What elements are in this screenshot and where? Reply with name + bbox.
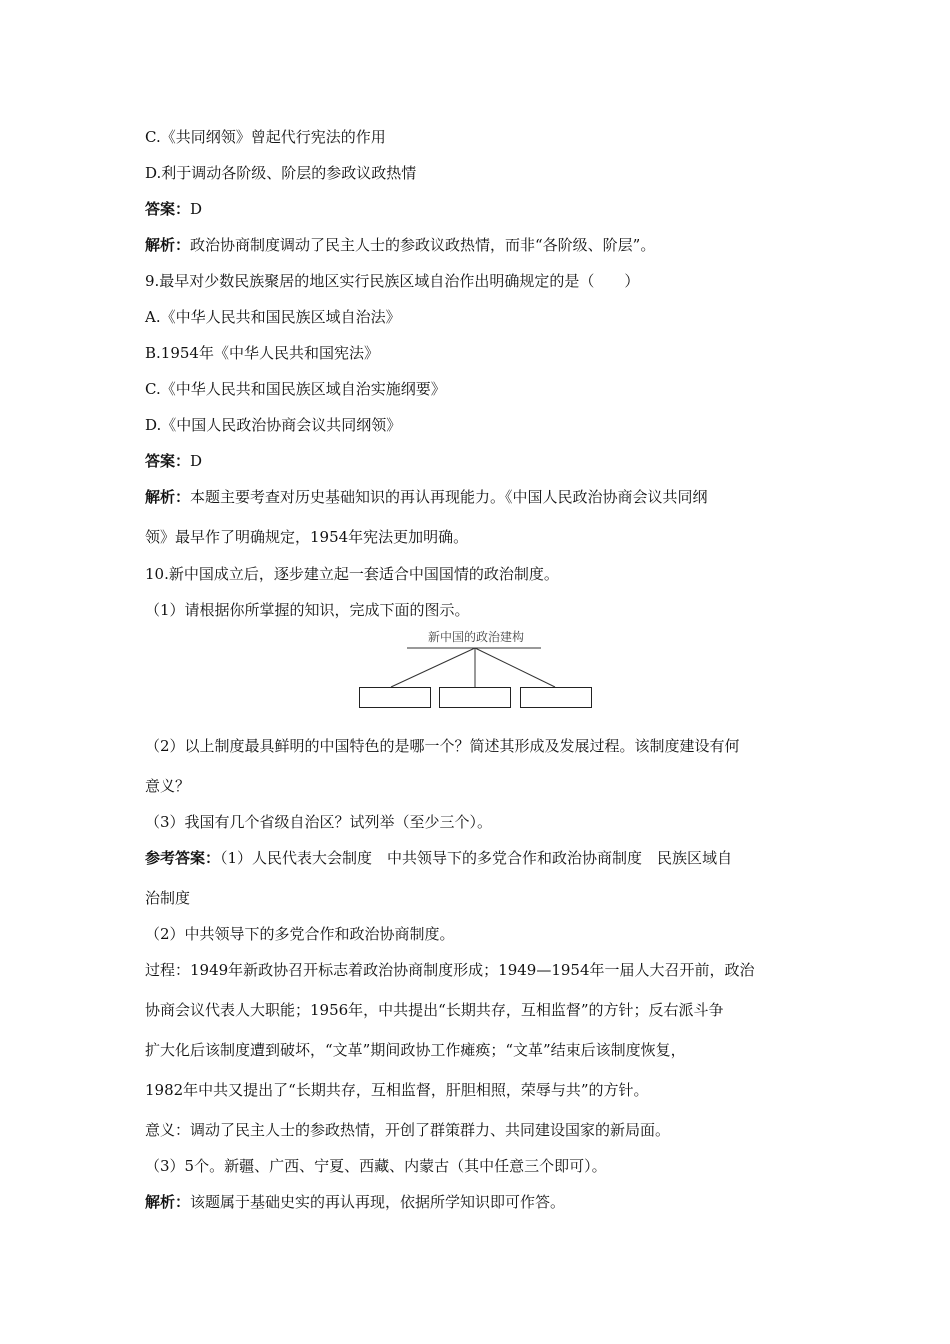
q10-process-line3: 扩大化后该制度遭到破坏，“文革”期间政协工作瘫痪；“文革”结束后该制度恢复， <box>145 1041 686 1059</box>
q10-sub1: （1）请根据你所掌握的知识，完成下面的图示。 <box>145 601 470 619</box>
q9-option-c: C.《中华人民共和国民族区域自治实施纲要》 <box>145 380 446 398</box>
connector-right <box>475 648 555 687</box>
q9-option-d: D.《中国人民政治协商会议共同纲领》 <box>145 416 402 434</box>
q9-stem: 9.最早对少数民族聚居的地区实行民族区域自治作出明确规定的是（ ） <box>145 272 640 290</box>
analysis-text: 该题属于基础史实的再认再现，依据所学知识即可作答。 <box>190 1193 566 1211</box>
q9-option-b: B.1954年《中华人民共和国宪法》 <box>145 344 379 362</box>
q10-process-line2: 协商会议代表人大职能；1956年，中共提出“长期共存，互相监督”的方针；反右派斗争 <box>145 1001 724 1019</box>
reference-answer-label: 参考答案： <box>145 849 221 867</box>
blank-box-left <box>359 687 431 708</box>
q10-stem: 10.新中国成立后，逐步建立起一套适合中国国情的政治制度。 <box>145 565 559 583</box>
q9-answer <box>145 451 202 471</box>
analysis-label: 解析： <box>145 1193 191 1211</box>
analysis-text: 本题主要考查对历史基础知识的再认再现能力。《中国人民政治协商会议共同纲 <box>190 488 708 506</box>
q8-option-d: D.利于调动各阶级、阶层的参政议政热情 <box>145 164 417 182</box>
q10-ref-line2: 治制度 <box>145 889 191 907</box>
q9-analysis-line1 <box>145 487 708 507</box>
q10-analysis <box>145 1192 565 1212</box>
q10-answer3: （3）5个。新疆、广西、宁夏、西藏、内蒙古（其中任意三个即可）。 <box>145 1157 607 1175</box>
connector-left <box>391 648 475 687</box>
q8-option-c: C.《共同纲领》曾起代行宪法的作用 <box>145 128 386 146</box>
blank-box-right <box>520 687 592 708</box>
q9-analysis-line2: 领》最早作了明确规定，1954年宪法更加明确。 <box>145 528 469 546</box>
political-structure-diagram <box>355 628 595 712</box>
blank-box-middle <box>439 687 511 708</box>
analysis-text: 政治协商制度调动了民主人士的参政议政热情，而非“各阶级、阶层”。 <box>190 236 656 254</box>
answer-label: 答案： <box>145 200 191 218</box>
q10-sub3: （3）我国有几个省级自治区？试列举（至少三个）。 <box>145 813 493 831</box>
answer-value: D <box>190 200 203 218</box>
analysis-label: 解析： <box>145 236 191 254</box>
answer-value: D <box>190 452 203 470</box>
q10-sub2-line1: （2）以上制度最具鲜明的中国特色的是哪一个？简述其形成及发展过程。该制度建设有何 <box>145 737 740 755</box>
q10-answer2: （2）中共领导下的多党合作和政治协商制度。 <box>145 925 455 943</box>
reference-answer-text: （1）人民代表大会制度 中共领导下的多党合作和政治协商制度 民族区域自 <box>220 849 733 867</box>
q10-ref-line1 <box>145 848 732 868</box>
q9-option-a: A.《中华人民共和国民族区域自治法》 <box>145 308 401 326</box>
q10-process-line1: 过程：1949年新政协召开标志着政治协商制度形成；1949—1954年一届人大召开前，政治 <box>145 961 755 979</box>
analysis-label: 解析： <box>145 488 191 506</box>
q10-process-line4: 1982年中共又提出了“长期共存，互相监督，肝胆相照，荣辱与共”的方针。 <box>145 1081 649 1099</box>
q10-meaning: 意义：调动了民主人士的参政热情，开创了群策群力、共同建设国家的新局面。 <box>145 1121 671 1139</box>
q8-analysis <box>145 235 655 255</box>
q10-sub2-line2: 意义？ <box>145 777 191 795</box>
q8-answer <box>145 199 202 219</box>
answer-label: 答案： <box>145 452 191 470</box>
diagram-title: 新中国的政治建构 <box>427 630 524 644</box>
